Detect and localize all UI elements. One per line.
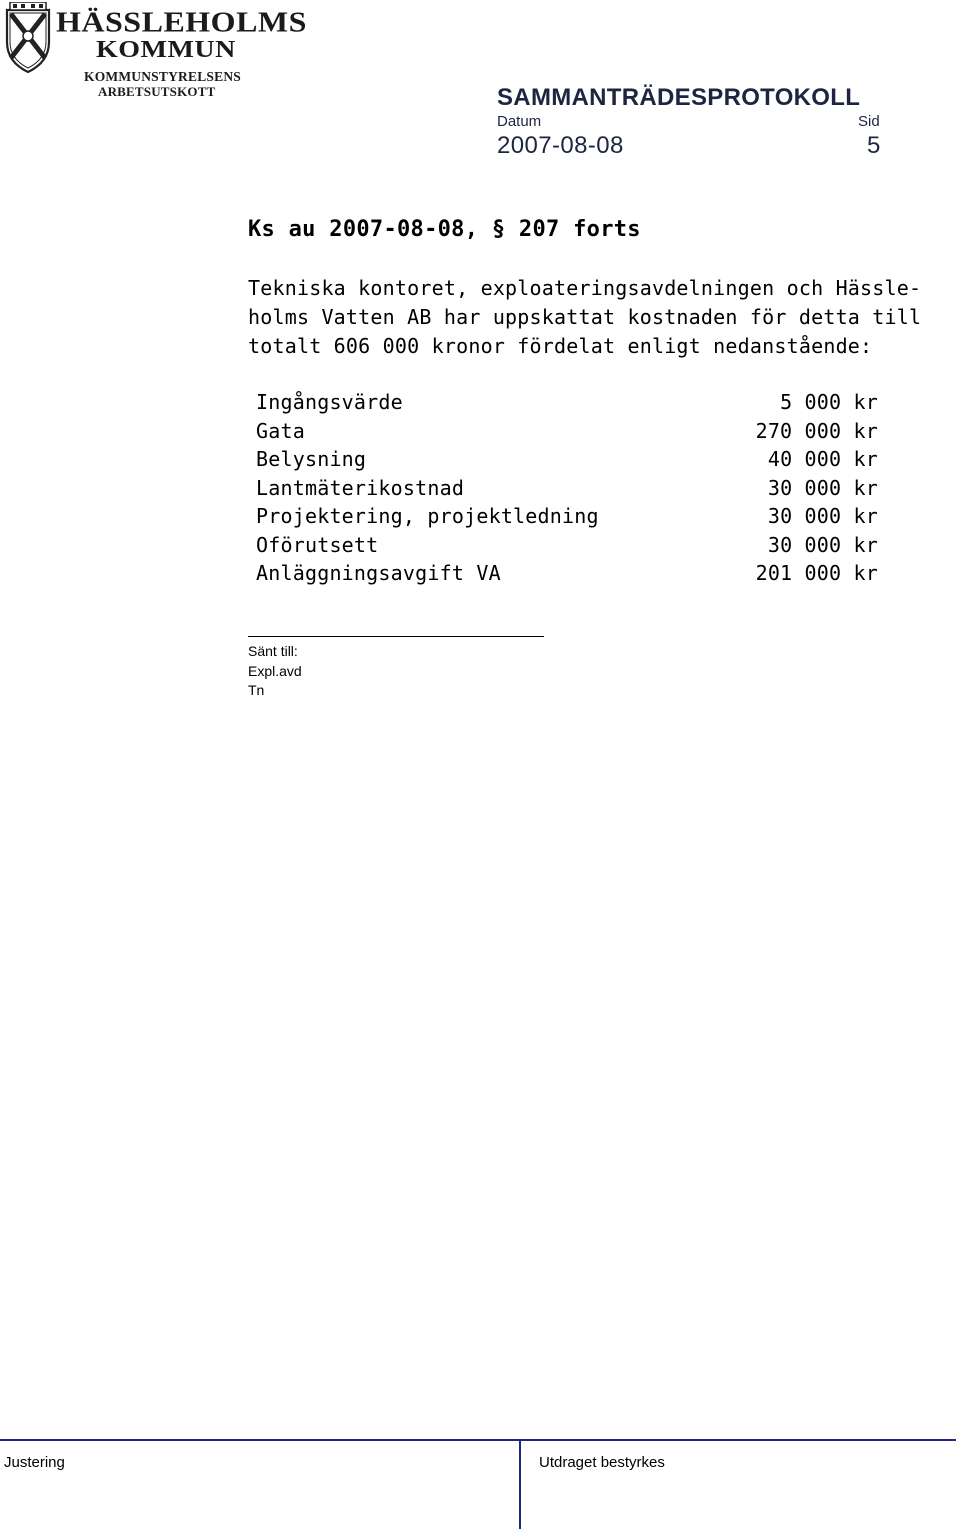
cost-item: Oförutsett xyxy=(256,532,379,557)
footer-divider xyxy=(519,1440,521,1529)
cost-amount: 201 000 kr xyxy=(755,561,878,585)
cost-item: Ingångsvärde xyxy=(256,390,403,414)
cost-amount: 30 000 kr xyxy=(767,532,878,557)
cost-row xyxy=(256,474,878,503)
logo-line-3: KOMMUNSTYRELSENS xyxy=(84,69,241,84)
cost-amount: 5 000 kr xyxy=(780,390,878,414)
cost-item: Projektering, projektledning xyxy=(256,504,599,528)
justering-label: Justering xyxy=(4,1454,65,1471)
separator-line xyxy=(248,636,544,637)
cost-row xyxy=(256,445,878,474)
paragraph-symbol: § xyxy=(491,217,506,242)
cost-item: Lantmäterikostnad xyxy=(256,475,465,500)
cost-amount: 30 000 kr xyxy=(767,504,878,528)
paragraph-line: totalt 606 000 kronor fördelat enligt nedanstående: xyxy=(248,334,873,358)
heading-suffix: 207 forts xyxy=(518,217,641,242)
date-label: Datum xyxy=(497,113,542,130)
cost-row xyxy=(256,417,878,446)
section-heading xyxy=(248,217,641,242)
cost-amount: 30 000 kr xyxy=(767,475,878,500)
recipient: Tn xyxy=(248,682,265,698)
page-number: 5 xyxy=(867,132,881,159)
distribution-list xyxy=(248,642,302,701)
cost-table xyxy=(256,388,878,588)
certified-extract-label: Utdraget bestyrkes xyxy=(539,1454,665,1471)
cost-row xyxy=(256,388,878,417)
footer-rule xyxy=(0,1439,956,1441)
cost-item: Gata xyxy=(256,418,305,443)
coat-of-arms-icon xyxy=(4,2,52,74)
document-title: SAMMANTRÄDESPROTOKOLL xyxy=(497,84,861,111)
page-label: Sid xyxy=(858,113,880,130)
sent-to-label: Sänt till: xyxy=(248,643,298,659)
cost-item: Anläggningsavgift VA xyxy=(256,561,501,585)
recipient: Expl.avd xyxy=(248,662,302,679)
cost-item: Belysning xyxy=(256,447,367,471)
logo-line-2: KOMMUN xyxy=(96,36,236,64)
logo-line-1: HÄSSLEHOLMS xyxy=(56,6,307,38)
heading-prefix: Ks au 2007-08-08, xyxy=(248,217,479,242)
cost-row xyxy=(256,559,878,588)
body-paragraph xyxy=(248,274,922,361)
cost-row xyxy=(256,502,878,531)
paragraph-line: Tekniska kontoret, exploateringsavdelningen och Hässle- xyxy=(248,276,922,300)
cost-amount: 40 000 kr xyxy=(767,447,878,471)
logo-line-4: ARBETSUTSKOTT xyxy=(98,84,216,99)
document-date: 2007-08-08 xyxy=(497,132,624,159)
paragraph-line: holms Vatten AB har uppskattat kostnaden för detta till xyxy=(248,305,922,329)
cost-amount: 270 000 kr xyxy=(755,418,878,443)
cost-row xyxy=(256,531,878,560)
